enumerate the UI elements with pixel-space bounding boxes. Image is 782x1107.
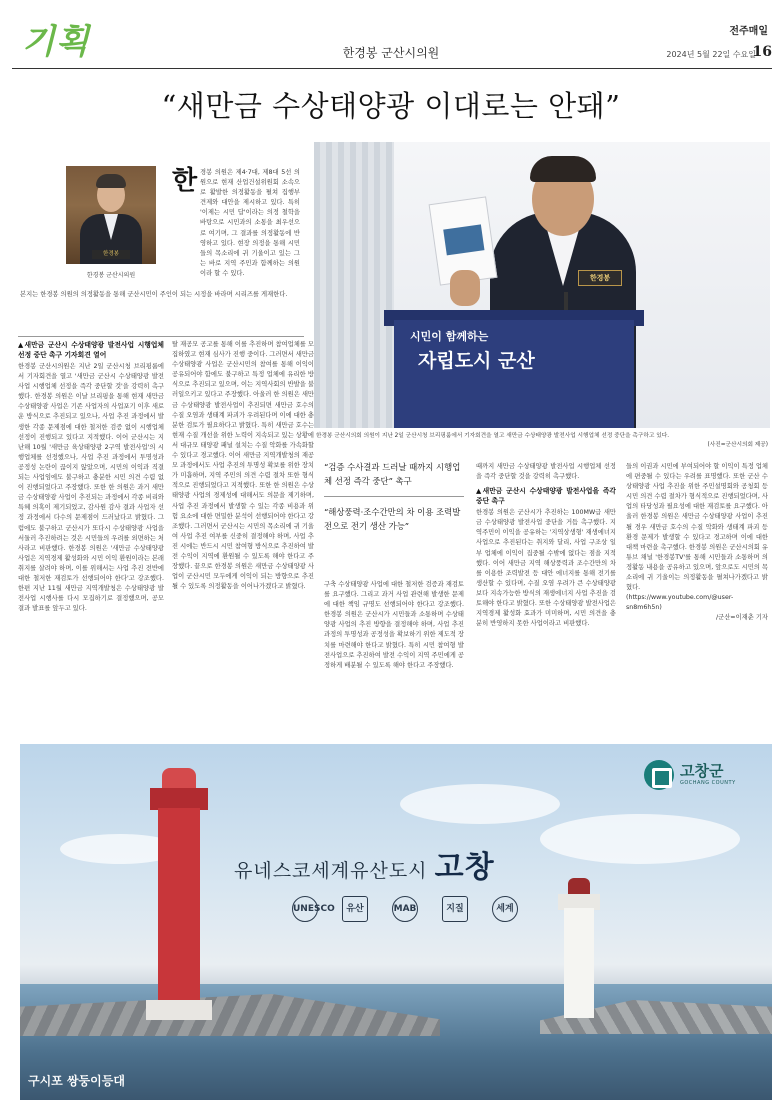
portrait-photo xyxy=(66,166,156,264)
intro-text: 경봉 의원은 제4·7대, 제8대 5선 의원으로 현재 산업건설위원회 소속으로 활발한 의정활동을 펼쳐 집행부 견제와 대안을 제시하고 있다. 특히 '이제는 시민 답'이라는 의정 철학을 바탕으로 시민과의 소통을 최우선으로 여기며, 그 결과를 의정활동에 반영하고 있다. 현장 의정을 통해 시민들의 목소리에 귀 기울이고 있는 그는 바로 지역 주민과 함께하는 의원이라 할 수 있다. xyxy=(200,169,300,277)
pull-quote-2: “해상풍력·조수간만의 차 이용 조력발전으로 전기 생산 가능” xyxy=(324,507,461,531)
ad-caption: 구시포 쌍둥이등대 xyxy=(28,1074,125,1088)
headline: “새만금 수상태양광 이대로는 안돼” xyxy=(161,89,621,123)
youtube-url: (https://www.youtube.com/@user-sn8m6h5n) xyxy=(626,594,734,612)
ad-title-big: 고창 xyxy=(434,850,495,885)
column-divider xyxy=(18,336,304,337)
ad-title xyxy=(234,842,495,886)
photo-caption xyxy=(316,432,768,449)
unesco-icon-row xyxy=(282,896,582,926)
logo-name: 고창군 xyxy=(680,762,724,780)
world-heritage-icon: 세계 xyxy=(492,896,518,922)
intro-text-full: 본지는 한경봉 의원의 의정활동을 통해 군산시민이 주인이 되는 시정을 바라며 시리즈를 게재한다. xyxy=(20,291,288,298)
podium-slogan-line1: 시민이 함께하는 xyxy=(410,330,489,343)
column-1-subhead: ▲새만금 군산시 수상태양광 발전사업 시행업체 선정 중단 촉구 기자회견 열어 xyxy=(18,341,164,359)
advertisement xyxy=(20,744,772,1100)
podium-slogan-line2: 자립도시 군산 xyxy=(418,350,535,372)
main-photo xyxy=(314,142,770,428)
red-lighthouse xyxy=(158,808,200,1008)
gochang-logo-icon xyxy=(644,760,674,790)
column-2-text: 탈 재공모 공고를 통해 이를 추진하며 참여업체를 모집하였고 현재 심사가 진행 중이다. 그러면서 새만금 수상태양광 사업은 군산시민의 참여를 통해 이익이 공유되어야 함에도 불구하고 특정 업체에 유리한 방식으로 추진되고 있으며, 이는 지역사회의 반발을 불러일으키고 있다고 주장했다. 아울러 한 의원은 새만금 수상태양광 발전사업이 추진되면 새만금 호수의 수질 오염과 생태계 파괴가 우려된다며 이에 대한 충분한 검토가 필요하다고 밝혔다. 특히 새만금 호수는 현재 수질 개선을 위한 노력이 지속되고 있는 상황에서 대규모 태양광 패널 설치는 수질 악화를 가속화할 수 있다고 경고했다. 이어 새만금 지역개발청의 재공모 과정에서도 사업 추진의 투명성 확보를 위한 장치가 미흡하며, 지역 주민의 의견 수렴 절차 또한 형식적으로 진행되었다고 지적했다. 또한 한 의원은 수상태양광 사업의 경제성에 대해서도 의문을 제기하며, 사업 추진 과정에서 발생할 수 있는 각종 비용과 위험 요소에 대한 면밀한 분석이 선행되어야 한다고 강조했다. 그러면서 군산시는 시민의 목소리에 귀 기울여 사업 추진 여부를 신중히 결정해야 하며, 사업 추진 시에는 반드시 시민 참여형 방식으로 추진하여 발전 수익이 지역에 환원될 수 있도록 해야 한다고 주장했다. 끝으로 한경봉 의원은 새만금 수상태양광 사업이 군산시민 모두에게 이익이 되는 방향으로 추진될 수 있도록 의정활동을 이어나가겠다고 밝혔다. xyxy=(172,341,314,591)
pull-quote-1: “검증 수사결과 드러날 때까지 시행업체 선정 즉각 중단” 촉구 xyxy=(324,462,461,486)
page-number: 16 xyxy=(752,44,772,60)
portrait-caption: 한경봉 군산시의원 xyxy=(86,272,136,279)
article-column-5 xyxy=(626,462,768,738)
mab-icon: MAB xyxy=(392,896,418,922)
page-header xyxy=(0,0,782,70)
photo-nametag: 한경봉 xyxy=(578,270,622,286)
dropcap: 한 xyxy=(172,166,198,196)
column-1-text: 한경봉 군산시의원은 지난 2일 군산시청 브리핑룸에서 기자회견을 열고 '새만금 군산시 수상태양광 발전사업 시행업체 선정을 즉각 중단할 것'을 강력히 촉구했다. 한경봉 의원은 이날 브리핑을 통해 현재 새만금 수상태양광 사업은 기존 사업자의 사업포기 이후 새로운 방식으로 추진되고 있으나, 사업 추진 과정에서 발생한 각종 문제점에 대한 철저한 검증 없이 시행업체 선정이 진행되고 있다고 지적했다. 이어 군산시는 지난해 10월 '새만금 육상태양광 2구역 발전사업'의 시행업체를 선정했으나, 사업 추진 과정에서 투명성과 공정성 논란이 끊이지 않았으며, 시민의 이익과 직결되는 사업임에도 불구하고 충분한 시민 의견 수렴 없이 진행되었다고 주장했다. 또한 한 의원은 과거 새만금 수상태양광 사업이 추진되는 과정에서 각종 비리와 특혜 의혹이 제기되었고, 감사원 감사 결과 사업자 선정 과정에서 다수의 문제점이 드러났다고 밝혔다. 그럼에도 불구하고 군산시가 또다시 수상태양광 사업을 서둘러 추진하려는 것은 시민들의 우려를 외면하는 처사라고 비판했다. 한경봉 의원은 '새만금 수상태양광 사업은 지역경제 활성화와 시민 이익 환원이라는 본래 취지를 살려야 하며, 이를 위해서는 사업 추진 전반에 대한 철저한 재검토가 선행되어야 한다'고 강조했다. 한편 지난 11월 새만금 지역개발청은 수상태양광 발전사업 시행사를 다시 모집하기로 결정했으며, 공모 결과 발표를 앞두고 있다. xyxy=(18,363,164,613)
article-column-1 xyxy=(18,340,164,740)
column-4-text-2: 한경봉 의원은 군산시가 추진하는 100MW급 새만금 수상태양광 발전사업 중단을 거듭 촉구했다. 지역주민이 이익을 공유하는 '지역상생형' 재생에너지 사업으로 추진된다는 취지와 달리, 사업 구조상 일부 업체에 이익이 집중될 수밖에 없다는 점을 지적했다. 이어 새만금 지역 해상풍력과 조수간만의 차를 이용한 조력발전 등 대안 에너지를 통해 전기를 생산할 수 있다며, 수질 오염 우려가 큰 수상태양광보다 지속가능한 방식의 재생에너지 사업 추진을 검토해야 한다고 밝혔다. 또한 수상태양광 발전사업은 지역경제 활성화 효과가 미미하며, 시민 의견을 충분히 반영하지 못한 사업이라고 비판했다. xyxy=(476,509,616,628)
geopark-icon: 지질 xyxy=(442,896,468,922)
pull-quote-box xyxy=(324,460,464,570)
section-title: 한경봉 군산시의원 xyxy=(342,46,440,60)
photo-caption-text: 한경봉 군산시의회 의원이 지난 2일 군산시청 브리핑룸에서 기자회견을 열고 새만금 수상태양광 발전사업 시행업체 선정 중단을 촉구하고 있다. xyxy=(316,433,670,439)
header-divider xyxy=(12,68,772,69)
column-4-subhead: ▲새만금 군산시 수상태양광 발전사업을 즉각 중단 촉구 xyxy=(476,487,616,506)
logo-subtitle: GOCHANG COUNTY xyxy=(680,780,736,786)
portrait-nametag: 한경봉 xyxy=(92,250,130,259)
byline: /군산=이재춘 기자 xyxy=(716,614,768,622)
article-column-4 xyxy=(476,462,616,738)
article-column-2 xyxy=(172,340,314,740)
column-4-text: 때까지 새만금 수상태양광 발전사업 시행업체 선정을 즉각 중단할 것을 강력히 촉구했다. xyxy=(476,463,616,481)
photo-credit: (사진=군산시의회 제공) xyxy=(707,441,768,448)
column-5-text: 들의 이권과 시민에 부여되어야 할 이익이 특정 업체에 편중될 수 있다는 우려를 표명했다. 또한 군산 수상태양광 사업 추진을 위한 주민설명회와 공청회 등 시민 의견 수렴 절차가 형식적으로 진행되었다며, 사업의 타당성과 필요성에 대한 재검토를 요구했다. 아울러 한경봉 의원은 새만금 수상태양광 사업이 추진될 경우 새만금 호수의 수질 악화와 생태계 파괴 등 환경 문제가 발생할 수 있다고 경고하며 이에 대한 대책 마련을 촉구했다. 한경봉 의원은 군산시의회 유튜브 채널 '한경봉TV'를 통해 시민들과 소통하며 의정활동 내용을 공유하고 있으며, 앞으로도 시민의 목소리에 귀 기울이는 의정활동을 펼쳐나가겠다고 밝혔다. xyxy=(626,463,768,592)
heritage-icon: 유산 xyxy=(342,896,368,922)
section-tag: 기획 xyxy=(22,22,90,62)
article-column-3 xyxy=(324,580,464,740)
paper-name: 전주매일 xyxy=(729,26,768,37)
ad-title-prefix: 유네스코세계유산도시 xyxy=(234,860,428,882)
unesco-icon: UNESCO xyxy=(292,896,318,922)
column-3-text: 구축 수상태양광 사업에 대한 철저한 검증과 재검토를 요구했다. 그리고 과거 사업 관련해 발생한 문제에 대한 책임 규명도 선행되어야 한다고 강조했다. 한경봉 의원은 군산시가 시민들과 소통하며 수상태양광 사업의 추진 방향을 결정해야 하며, 사업 추진 과정의 투명성과 공정성을 확보하기 위한 제도적 장치를 마련해야 한다고 밝혔다. 특히 시민 참여형 발전사업으로 추진하여 발전 수익이 지역 주민에게 공정하게 배분될 수 있도록 해야 한다고 주장했다. xyxy=(324,581,464,669)
issue-date: 2024년 5월 22일 수요일 xyxy=(666,50,756,59)
gochang-logo xyxy=(644,758,756,792)
